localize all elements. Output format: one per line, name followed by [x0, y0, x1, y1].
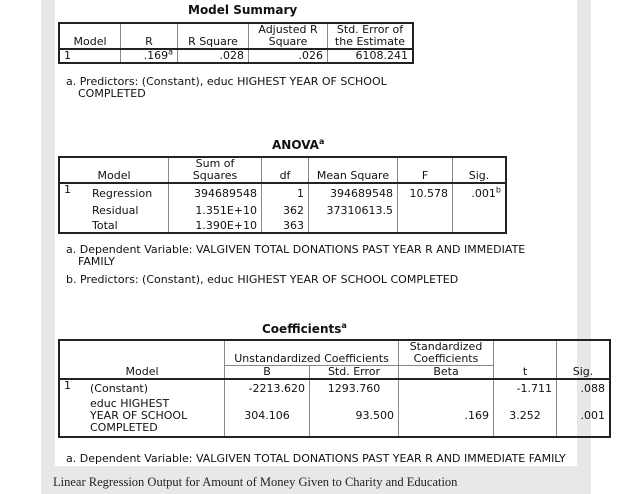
r-value: .169$^a$ — [121, 49, 178, 63]
ss-value: 394689548 — [169, 183, 262, 200]
row-label: (Constant) — [86, 379, 225, 395]
coef-sig-value: .001 — [557, 395, 611, 437]
anova-note-b: b. Predictors: (Constant), educ HIGHEST YEAR OF SCHOOL COMPLETED — [66, 273, 459, 286]
anova-note-a-line1: a. Dependent Variable: VALGIVEN TOTAL DONATIONS PAST YEAR R AND IMMEDIATE — [66, 243, 526, 256]
coefficients-title: Coefficients$^a$ — [262, 321, 347, 336]
df-value: 1 — [262, 183, 309, 200]
df-value: 363 — [262, 217, 309, 233]
beta-value: .169 — [399, 395, 494, 437]
row-label: Residual — [88, 200, 169, 217]
f-header: F — [398, 170, 453, 183]
std-header — [399, 340, 494, 366]
ms-value: 37310613.5 — [309, 200, 398, 217]
sig-header: Sig. — [453, 170, 507, 183]
r-square-value: .028 — [178, 49, 249, 63]
coefficients-note: a. Dependent Variable: VALGIVEN TOTAL DONATIONS PAST YEAR R AND IMMEDIATE FAMILY — [66, 452, 566, 465]
f-value — [398, 217, 453, 233]
model-summary-title: Model Summary — [188, 3, 298, 17]
row-label: Regression — [88, 183, 169, 200]
table-row — [59, 200, 506, 217]
r-header: R — [121, 36, 178, 49]
figure-caption: Linear Regression Output for Amount of Money Given to Charity and Education — [53, 475, 458, 489]
anova-note-a-line2: FAMILY — [78, 255, 115, 268]
table-row — [59, 217, 506, 233]
t-header: t — [494, 366, 557, 380]
adj-r-square-value: .026 — [249, 49, 328, 63]
table-row — [59, 183, 506, 200]
coef-model-number: 1 — [59, 379, 86, 437]
df-header: df — [262, 170, 309, 183]
ss-header-1: Sum of — [169, 157, 262, 170]
unstd-header: Unstandardized Coefficients — [225, 340, 399, 366]
sig-value — [453, 217, 507, 233]
sig-value: .001$^b$ — [453, 183, 507, 200]
se-value: 1293.760 — [310, 379, 399, 395]
ms-value — [309, 217, 398, 233]
f-value: 10.578 — [398, 183, 453, 200]
se-header: Std. Error — [310, 366, 399, 380]
t-value: 3.252 — [494, 395, 557, 437]
beta-value — [399, 379, 494, 395]
table-row — [59, 395, 610, 437]
adj-r-square-header-2: Square — [249, 36, 328, 49]
std-error-header-1: Std. Error of — [328, 23, 414, 36]
anova-table — [58, 156, 507, 234]
ss-value: 1.390E+10 — [169, 217, 262, 233]
row-label: educ HIGHEST YEAR OF SCHOOL COMPLETED — [86, 395, 225, 437]
left-margin — [41, 0, 55, 466]
sig-value — [453, 200, 507, 217]
coef-sig-value: .088 — [557, 379, 611, 395]
model-summary-note — [66, 76, 387, 100]
coef-model-header: Model — [59, 366, 225, 380]
ss-value: 1.351E+10 — [169, 200, 262, 217]
anova-model-header: Model — [59, 170, 169, 183]
f-value — [398, 200, 453, 217]
adj-r-square-header-1: Adjusted R — [249, 23, 328, 36]
table-row — [59, 379, 610, 395]
r-square-header: R Square — [178, 36, 249, 49]
model-summary-note-line2: COMPLETED — [78, 87, 146, 100]
df-value: 362 — [262, 200, 309, 217]
model-header: Model — [59, 36, 121, 49]
std-header-1: Standardized — [409, 340, 483, 353]
ms-value: 394689548 — [309, 183, 398, 200]
r-footnote: a — [168, 47, 173, 57]
model-summary-table — [58, 22, 414, 64]
anova-title: ANOVA$^a$ — [272, 137, 325, 152]
b-value: -2213.620 — [225, 379, 310, 395]
coefficients-table — [58, 339, 611, 438]
ms-header: Mean Square — [309, 170, 398, 183]
b-value: 304.106 — [225, 395, 310, 437]
anova-note-a — [66, 244, 525, 268]
model-number: 1 — [59, 49, 121, 63]
coef-sig-header: Sig. — [557, 366, 611, 380]
t-value: -1.711 — [494, 379, 557, 395]
std-error-header-2: the Estimate — [328, 36, 414, 49]
std-header-2: Coefficients — [413, 352, 479, 365]
anova-model-number: 1 — [59, 183, 88, 233]
std-error-value: 6108.241 — [328, 49, 414, 63]
se-value: 93.500 — [310, 395, 399, 437]
ss-header-2: Squares — [169, 170, 262, 183]
row-label: Total — [88, 217, 169, 233]
beta-header: Beta — [399, 366, 494, 380]
model-summary-note-line1: a. Predictors: (Constant), educ HIGHEST YEAR OF SCHOOL — [66, 75, 387, 88]
b-header: B — [225, 366, 310, 380]
